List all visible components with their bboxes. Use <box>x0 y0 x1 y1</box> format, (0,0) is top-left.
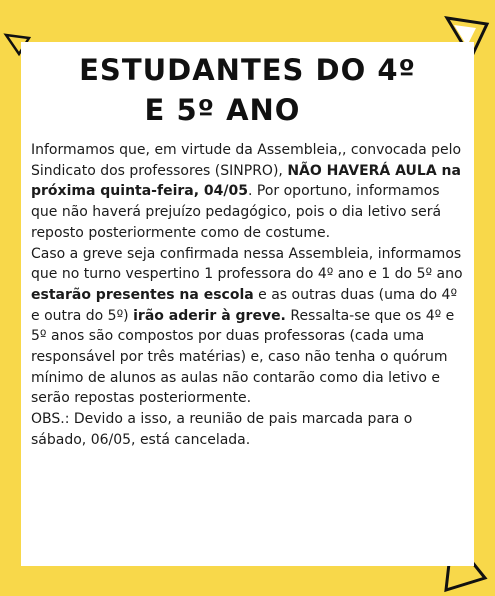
paragraph-obs: OBS.: Devido a isso, a reunião de pais marcada para o sábado, 06/05, está cancelada. <box>31 411 413 448</box>
intro-text-continued: . Por oportuno, informamos que não haverá prejuízo pedagógico, pois o dia letivo será reposto posteriormente como de costume. <box>31 183 442 241</box>
title-line-1: ESTUDANTES DO 4º <box>79 53 416 87</box>
present-notice: estarão presentes na escola <box>31 286 254 303</box>
announcement-body <box>31 140 469 451</box>
strike-text: Caso a greve seja confirmada nessa Assembleia, informamos que no turno vespertino 1 professora do 4º ano e 1 do 5º ano <box>31 245 463 283</box>
strike-text-end: Ressalta-se que os 4º e 5º anos são compostos por duas professoras (cada uma responsável por três matérias) e, caso não tenha o quórum mínimo de alunos as aulas não contarão como dia letivo e serão repostas posteriormente. <box>31 307 455 407</box>
paragraph-strike <box>31 244 469 410</box>
page-title <box>21 50 474 130</box>
announcement-card <box>21 42 474 566</box>
no-class-notice: NÃO HAVERÁ AULA na próxima quinta-feira, 04/05 <box>31 162 461 200</box>
intro-text: Informamos que, em virtude da Assembleia,, convocada pelo Sindicato dos professores (SINPRO), <box>31 142 462 179</box>
strike-notice: irão aderir à greve. <box>133 307 286 324</box>
title-line-2: E 5º ANO <box>144 93 301 127</box>
paragraph-intro <box>31 140 469 244</box>
strike-text-middle: e as outras duas (uma do 4º e outra do 5º) <box>31 286 458 324</box>
